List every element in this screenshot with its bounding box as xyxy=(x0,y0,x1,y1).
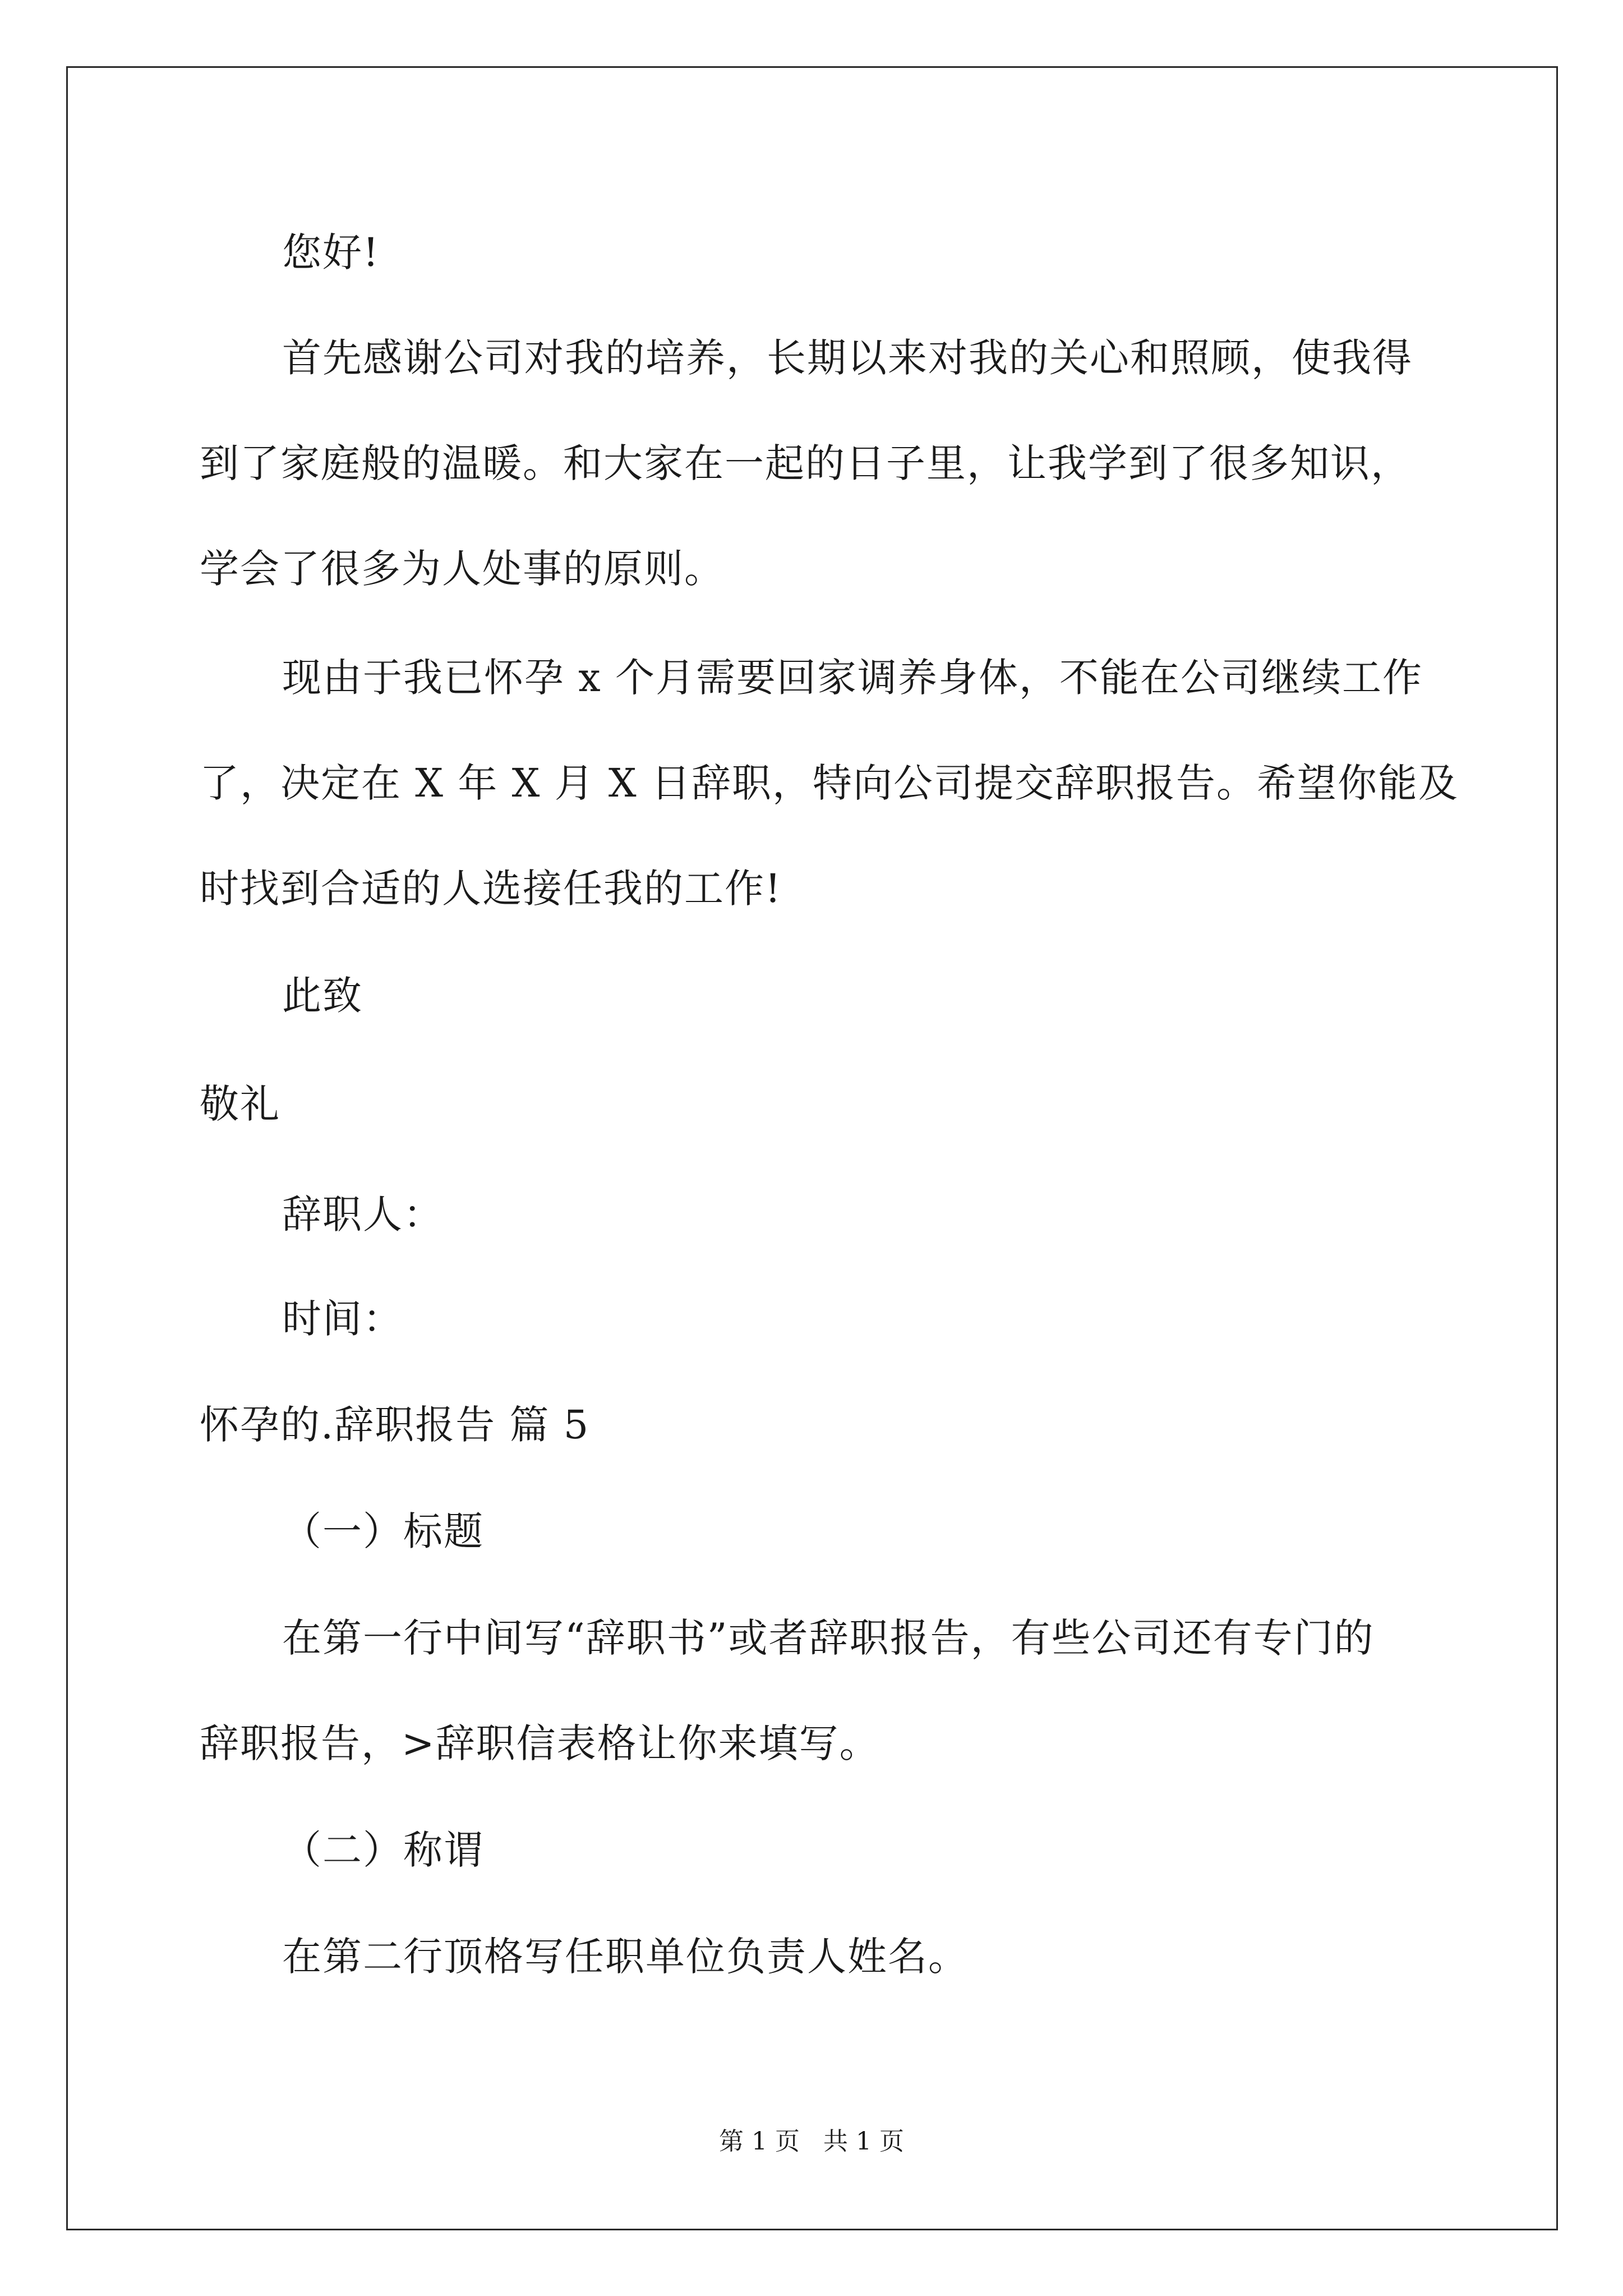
body-paragraph-line: 在第二行顶格写任职单位负责人姓名。 xyxy=(282,1934,969,1980)
greeting: 您好! xyxy=(282,229,380,275)
salutation: 敬礼 xyxy=(200,1081,280,1127)
body-paragraph-line: 现由于我已怀孕 x 个月需要回家调养身体，不能在公司继续工作 xyxy=(282,655,1423,701)
body-paragraph-line: 了，决定在 X 年 X 月 X 日辞职，特向公司提交辞职报告。希望你能及 xyxy=(200,760,1459,806)
subsection-heading: （二）称谓 xyxy=(282,1827,484,1873)
subsection-heading: （一）标题 xyxy=(282,1508,484,1554)
body-paragraph-line: 首先感谢公司对我的培养，长期以来对我的关心和照顾，使我得 xyxy=(282,335,1413,381)
closing-line: 此致 xyxy=(282,973,363,1019)
body-paragraph-line: 时找到合适的人选接任我的工作! xyxy=(200,866,782,912)
signature-label: 辞职人： xyxy=(282,1191,444,1237)
body-paragraph-line: 辞职报告，>辞职信表格让你来填写。 xyxy=(200,1720,880,1766)
section-heading: 怀孕的.辞职报告 篇 5 xyxy=(200,1402,590,1448)
page-border xyxy=(66,66,1558,2230)
page-number: 第 1 页 共 1 页 xyxy=(719,2127,904,2156)
body-paragraph-line: 在第一行中间写“辞职书”或者辞职报告，有些公司还有专门的 xyxy=(282,1615,1375,1661)
date-label: 时间： xyxy=(282,1296,403,1342)
body-paragraph-line: 学会了很多为人处事的原则。 xyxy=(200,546,725,592)
body-paragraph-line: 到了家庭般的温暖。和大家在一起的日子里，让我学到了很多知识， xyxy=(200,440,1411,486)
